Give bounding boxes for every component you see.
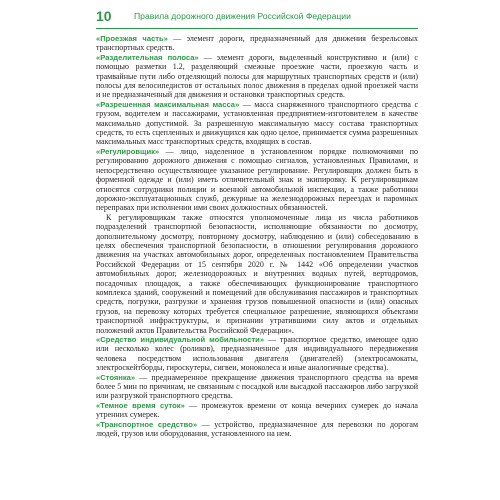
definition-term: «Средство индивидуальной мобильности»: [96, 335, 265, 344]
page-header: [96, 10, 418, 25]
definition-entry: [96, 373, 418, 401]
definition-term: «Разрешенная максимальная масса»: [96, 99, 240, 109]
definition-term: «Транспортное средство»: [96, 419, 198, 429]
definition-text: — устройство, предназначенное для перевозки по дорогам людей, грузов или оборудования, установленного на нем.: [96, 419, 418, 439]
definition-entry: [96, 147, 418, 213]
definition-continuation: К регулировщикам также относятся уполномоченные лица из числа работников подразделений транспортной безопасности, исполняющие обязанности по досмотру, дополнительному досмотру, повторному досмотру, наблюдению и (или) собеседованию в целях обеспечения транспортной безопасности, в отношении регулирования дорожного движения на участках автомобильных дорог, определенных постановлением Правительства Российской Федерации от 15 сентября 2020 г. № 1442 «Об определении участков автомобильных дорог, железнодорожных и внутренних водных путей, вертодромов, посадочных площадок, а также обеспечивающих функционирование транспортного комплекса зданий, сооружений и помещений для обслуживания пассажиров и транспортных средств, погрузки, разгрузки и хранения грузов повышенной опасности и (или) опасных грузов, на перевозку которых требуется специальное разрешение, являющихся объектами транспортной инфраструктуры, и признании утратившими силу актов и отдельных положений актов Правительства Российской Федерации».: [96, 212, 418, 335]
definition-term: «Темное время суток»: [96, 400, 185, 410]
definition-entry: [96, 420, 418, 439]
definition-text: — элемент дороги, предназначенный для движения безрельсовых транспортных средств.: [96, 34, 418, 53]
document-body: [96, 34, 418, 496]
page-number: 10: [96, 8, 112, 24]
definition-text: — промежуток времени от конца вечерних сумерек до начала утренних сумерек.: [96, 400, 418, 420]
definition-term: «Проезжая часть»: [96, 34, 168, 43]
definition-text: — элемент дороги, выделенный конструктивно и (или) с помощью разметки 1.2, разделяющий смежные проезжие части, проезжую часть и трамвайные пути либо отделяющий полосы для маршрутных транспортных средств и (или) полосы для велосипедистов от остальных полос движения в пределах одной проезжей части и не предназначенный для движения и остановки транспортных средств.: [96, 52, 418, 100]
definition-entry: [96, 34, 418, 53]
definition-term: «Регулировщик»: [96, 146, 160, 156]
definition-text: — лицо, наделенное в установленном порядке полномочиями по регулированию дорожного движения с помощью сигналов, установленных Правилами, и непосредственно осуществляющее указанное регулирование. Регулировщик должен быть в форменной одежде и (или) иметь отличительный знак и экипировку. К регулировщикам относятся сотрудники полиции и военной автомобильной инспекции, а также работники дорожно-эксплуатационных служб, дежурные на железнодорожных переездах и паромных переправах при исполнении ими своих должностных обязанностей.: [96, 146, 418, 213]
running-title: Правила дорожного движения Российской Федерации: [134, 11, 351, 21]
definition-text: — масса снаряженного транспортного средства с грузом, водителем и пассажирами, установленная предприятием-изготовителем в качестве максимально допустимой. За разрешенную максимальную массу состава транспортных средств, то есть сцепленных и движущихся как одно целое, принимается сумма разрешенных максимальных масс транспортных средств, входящих в состав.: [96, 99, 418, 147]
header-rule: [96, 28, 418, 29]
definition-entry: [96, 401, 418, 420]
definition-term: «Разделительная полоса»: [96, 52, 199, 62]
definition-text: — преднамеренное прекращение движения транспортного средства на время более 5 мин по причинам, не связанным с посадкой или высадкой пассажиров либо загрузкой или разгрузкой транспортного средства.: [96, 372, 418, 401]
definition-entry: [96, 335, 418, 373]
definition-entry: [96, 100, 418, 147]
definition-text: — транспортное средство, имеющее одно или несколько колес (роликов), предназначенное для индивидуального передвижения человека посредством использования двигателя (двигателей) (электросамокаты, электроскейтборды, гироскутеры, сигвеи, моноколеса и иные аналогичные средства).: [96, 335, 418, 373]
definition-entry: [96, 53, 418, 100]
definition-term: «Стоянка»: [96, 372, 136, 382]
